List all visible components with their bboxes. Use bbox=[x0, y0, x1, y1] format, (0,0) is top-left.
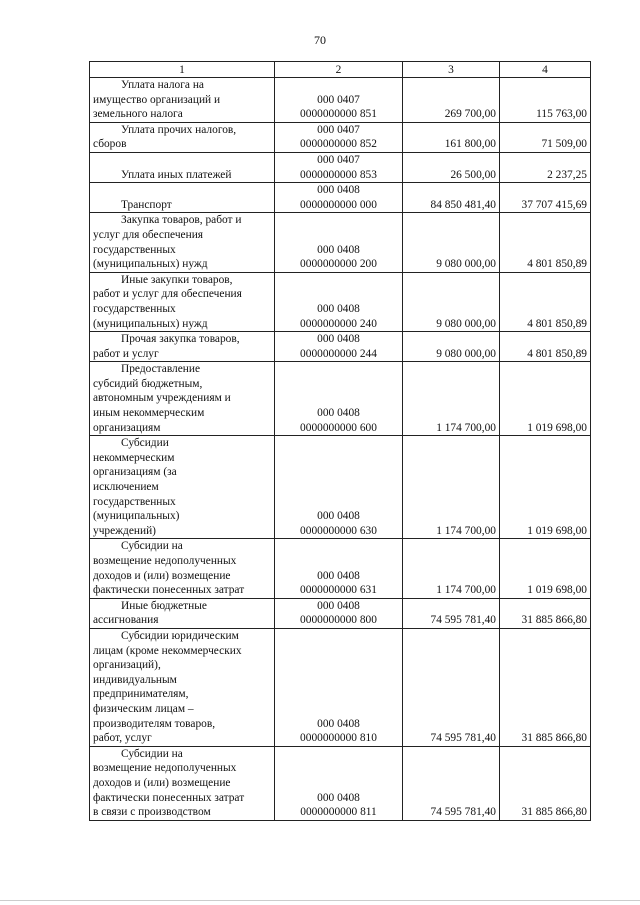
row-amount-col4: 1 019 698,00 bbox=[500, 436, 591, 539]
header-row bbox=[90, 62, 591, 78]
item-name-line: государственных bbox=[93, 302, 176, 315]
row-amount-col3: 9 080 000,00 bbox=[403, 272, 500, 331]
item-name-line: Закупка товаров, работ и bbox=[121, 214, 242, 227]
item-name-line: производителям товаров, bbox=[93, 717, 216, 730]
row-budget-code bbox=[275, 746, 403, 820]
budget-code-line: 0000000000 852 bbox=[300, 138, 377, 151]
budget-code-line: 000 0407 bbox=[317, 153, 360, 166]
column-header-4: 4 bbox=[500, 62, 591, 78]
item-name-line: сборов bbox=[93, 138, 127, 151]
row-item-name bbox=[90, 332, 275, 362]
row-amount-col3: 1 174 700,00 bbox=[403, 436, 500, 539]
row-budget-code bbox=[275, 628, 403, 746]
budget-code-line: 000 0408 bbox=[317, 243, 360, 256]
row-budget-code bbox=[275, 78, 403, 123]
budget-code-line: 0000000000 631 bbox=[300, 584, 377, 597]
budget-code-line: 000 0408 bbox=[317, 302, 360, 315]
column-header-2: 2 bbox=[275, 62, 403, 78]
item-name-line: возмещение недополученных bbox=[93, 555, 237, 567]
row-amount-col3: 74 595 781,40 bbox=[403, 746, 500, 820]
row-budget-code bbox=[275, 539, 403, 598]
row-amount-col3: 1 174 700,00 bbox=[403, 362, 500, 436]
item-name-line: (муниципальных) нужд bbox=[93, 317, 208, 330]
table-row bbox=[90, 152, 591, 182]
row-amount-col4: 31 885 866,80 bbox=[500, 598, 591, 628]
row-amount-col3: 9 080 000,00 bbox=[403, 213, 500, 272]
budget-code-line: 0000000000 600 bbox=[300, 421, 377, 434]
row-item-name bbox=[90, 539, 275, 598]
row-amount-col4: 2 237,25 bbox=[500, 152, 591, 182]
row-amount-col3: 74 595 781,40 bbox=[403, 598, 500, 628]
budget-code-line: 000 0408 bbox=[317, 510, 360, 523]
row-amount-col4: 4 801 850,89 bbox=[500, 332, 591, 362]
item-name-line: Предоставление bbox=[121, 363, 201, 376]
item-name-line: лицам (кроме некоммерческих bbox=[93, 644, 242, 657]
row-budget-code bbox=[275, 436, 403, 539]
item-name-line: услуг для обеспечения bbox=[93, 228, 204, 241]
budget-code-line: 000 0408 bbox=[317, 184, 360, 197]
page-number: 70 bbox=[314, 33, 326, 47]
row-amount-col3: 161 800,00 bbox=[403, 122, 500, 152]
item-name-line: работ, услуг bbox=[93, 732, 152, 745]
budget-code-line: 000 0408 bbox=[317, 791, 360, 804]
row-item-name bbox=[90, 272, 275, 331]
row-budget-code bbox=[275, 152, 403, 182]
item-name-line: земельного налога bbox=[93, 108, 183, 121]
row-amount-col4: 31 885 866,80 bbox=[500, 746, 591, 820]
table-row bbox=[90, 183, 591, 213]
item-name-line: Субсидии bbox=[121, 437, 169, 450]
item-name-line: фактически понесенных затрат bbox=[93, 584, 245, 597]
item-name-line: Иные бюджетные bbox=[121, 599, 207, 612]
item-name-line: Субсидии на bbox=[121, 540, 183, 553]
item-name-line: Уплата прочих налогов, bbox=[121, 123, 237, 136]
table-row bbox=[90, 436, 591, 539]
row-item-name bbox=[90, 628, 275, 746]
item-name-line: государственных bbox=[93, 495, 176, 508]
item-name-line: в связи с производством bbox=[93, 806, 211, 819]
budget-code-line: 0000000000 851 bbox=[300, 108, 377, 121]
budget-code-line: 000 0408 bbox=[317, 569, 360, 582]
row-budget-code bbox=[275, 213, 403, 272]
table-row bbox=[90, 539, 591, 598]
row-budget-code bbox=[275, 272, 403, 331]
scan-edge-line bbox=[0, 900, 640, 901]
row-budget-code bbox=[275, 332, 403, 362]
row-item-name bbox=[90, 598, 275, 628]
row-amount-col3: 74 595 781,40 bbox=[403, 628, 500, 746]
budget-code-line: 0000000000 200 bbox=[300, 258, 377, 271]
column-header-1: 1 bbox=[90, 62, 275, 78]
row-item-name bbox=[90, 436, 275, 539]
budget-code-line: 000 0408 bbox=[317, 599, 360, 612]
row-item-name bbox=[90, 746, 275, 820]
item-name-line: (муниципальных) нужд bbox=[93, 258, 208, 271]
table-row bbox=[90, 213, 591, 272]
row-item-name bbox=[90, 213, 275, 272]
budget-code-line: 000 0407 bbox=[317, 123, 360, 136]
item-name-line: работ и услуг bbox=[93, 347, 159, 360]
item-name-line: иным некоммерческим bbox=[93, 407, 205, 420]
item-name-line: ассигнования bbox=[93, 614, 159, 627]
item-name-line: автономным учреждениям и bbox=[93, 392, 231, 405]
row-budget-code bbox=[275, 183, 403, 213]
row-item-name bbox=[90, 122, 275, 152]
item-name-line: Иные закупки товаров, bbox=[121, 273, 233, 286]
budget-code-line: 0000000000 244 bbox=[300, 347, 377, 360]
table-row bbox=[90, 746, 591, 820]
row-budget-code bbox=[275, 122, 403, 152]
item-name-line: (муниципальных) bbox=[93, 510, 180, 523]
item-name-line: предпринимателям, bbox=[93, 688, 189, 701]
budget-code-line: 0000000000 240 bbox=[300, 317, 377, 330]
row-amount-col3: 1 174 700,00 bbox=[403, 539, 500, 598]
row-item-name bbox=[90, 152, 275, 182]
row-amount-col4: 31 885 866,80 bbox=[500, 628, 591, 746]
row-amount-col4: 1 019 698,00 bbox=[500, 539, 591, 598]
row-budget-code bbox=[275, 598, 403, 628]
row-amount-col4: 37 707 415,69 bbox=[500, 183, 591, 213]
item-name-line: доходов и (или) возмещение bbox=[93, 776, 231, 789]
item-name-line: доходов и (или) возмещение bbox=[93, 569, 231, 582]
table-row bbox=[90, 362, 591, 436]
budget-code-line: 000 0408 bbox=[317, 407, 360, 420]
item-name-line: Транспорт bbox=[121, 198, 172, 211]
item-name-line: индивидуальным bbox=[93, 673, 177, 686]
item-name-line: фактически понесенных затрат bbox=[93, 791, 245, 804]
budget-code-line: 0000000000 811 bbox=[300, 806, 377, 819]
budget-code-line: 000 0407 bbox=[317, 93, 360, 106]
row-amount-col4: 4 801 850,89 bbox=[500, 213, 591, 272]
table-row bbox=[90, 332, 591, 362]
item-name-line: физическим лицам – bbox=[93, 702, 194, 715]
item-name-line: учреждений) bbox=[93, 524, 156, 537]
budget-code-line: 0000000000 810 bbox=[300, 732, 377, 745]
item-name-line: Субсидии юридическим bbox=[121, 629, 239, 642]
row-amount-col4: 1 019 698,00 bbox=[500, 362, 591, 436]
item-name-line: Прочая закупка товаров, bbox=[121, 333, 240, 346]
row-item-name bbox=[90, 183, 275, 213]
budget-code-line: 000 0408 bbox=[317, 333, 360, 346]
item-name-line: Уплата иных платежей bbox=[121, 168, 232, 181]
item-name-line: Уплата налога на bbox=[121, 79, 204, 91]
item-name-line: Субсидии на bbox=[121, 747, 183, 760]
budget-code-line: 0000000000 853 bbox=[300, 168, 377, 181]
row-amount-col4: 71 509,00 bbox=[500, 122, 591, 152]
row-item-name bbox=[90, 362, 275, 436]
row-amount-col4: 115 763,00 bbox=[500, 78, 591, 123]
column-header-3: 3 bbox=[403, 62, 500, 78]
table-body bbox=[90, 78, 591, 821]
budget-code-line: 000 0408 bbox=[317, 717, 360, 730]
row-amount-col3: 269 700,00 bbox=[403, 78, 500, 123]
item-name-line: организациям (за bbox=[93, 466, 177, 479]
item-name-line: работ и услуг для обеспечения bbox=[93, 288, 242, 301]
table-row bbox=[90, 272, 591, 331]
budget-code-line: 0000000000 630 bbox=[300, 524, 377, 537]
item-name-line: возмещение недополученных bbox=[93, 762, 237, 775]
table-row bbox=[90, 122, 591, 152]
table-row bbox=[90, 598, 591, 628]
table-row bbox=[90, 78, 591, 123]
row-amount-col3: 84 850 481,40 bbox=[403, 183, 500, 213]
item-name-line: исключением bbox=[93, 481, 159, 494]
budget-table bbox=[89, 61, 591, 821]
item-name-line: организаций), bbox=[93, 659, 161, 672]
row-item-name bbox=[90, 78, 275, 123]
table-row bbox=[90, 628, 591, 746]
row-budget-code bbox=[275, 362, 403, 436]
item-name-line: некоммерческим bbox=[93, 451, 175, 464]
item-name-line: субсидий бюджетным, bbox=[93, 377, 203, 390]
budget-code-line: 0000000000 800 bbox=[300, 614, 377, 627]
item-name-line: государственных bbox=[93, 243, 176, 256]
row-amount-col4: 4 801 850,89 bbox=[500, 272, 591, 331]
row-amount-col3: 26 500,00 bbox=[403, 152, 500, 182]
item-name-line: организациям bbox=[93, 421, 161, 434]
row-amount-col3: 9 080 000,00 bbox=[403, 332, 500, 362]
item-name-line: имущество организаций и bbox=[93, 93, 221, 106]
budget-code-line: 0000000000 000 bbox=[300, 198, 377, 211]
